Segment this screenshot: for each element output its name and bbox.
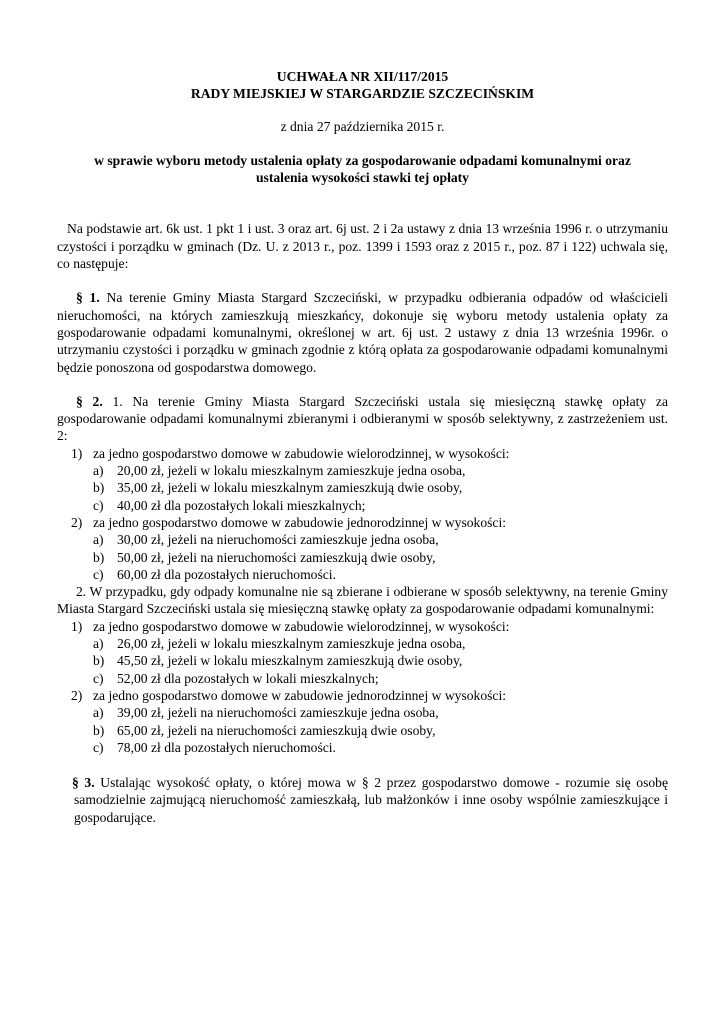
item-number: 1) — [71, 445, 83, 461]
item-letter: b) — [93, 722, 105, 738]
section-label: § 1. — [76, 290, 100, 306]
item-text: 52,00 zł dla pozostałych w lokali mieszkalnych; — [117, 670, 379, 686]
sub-list-item — [93, 652, 668, 669]
item-text: za jedno gospodarstwo domowe w zabudowie wielorodzinnej, w wysokości: — [93, 618, 510, 634]
list-item — [57, 687, 668, 756]
resolution-number: UCHWAŁA NR XII/117/2015 — [276, 69, 449, 84]
sub-list-item — [93, 635, 668, 652]
item-text: 50,00 zł, jeżeli na nieruchomości zamieszkują dwie osoby, — [117, 549, 436, 565]
item-text: 26,00 zł, jeżeli w lokalu mieszkalnym zamieszkuje jedna osoba, — [117, 636, 466, 652]
item-text: 35,00 zł, jeżeli w lokalu mieszkalnym zamieszkują dwie osoby, — [117, 480, 463, 496]
item-number: 2) — [71, 687, 83, 703]
paragraph-text: 1. Na terenie Gminy Miasta Stargard Szczeciński ustala się miesięczną stawkę opłaty za gospodarowanie odpadami komunalnymi zbieranymi i odbieranymi w sposób selektywny, z zastrzeżeniem ust. 2: — [57, 393, 668, 444]
item-text: 60,00 zł dla pozostałych nieruchomości. — [117, 566, 336, 582]
sub-list-item — [93, 479, 668, 496]
item-number: 1) — [71, 618, 83, 634]
item-letter: a) — [93, 705, 104, 721]
subject-line: w sprawie wyboru metody ustalenia opłaty za gospodarowanie odpadami komunalnymi oraz — [94, 152, 631, 168]
resolution-subject — [57, 152, 668, 187]
sub-list-item — [93, 670, 668, 687]
rate-list-non-selective — [57, 618, 668, 756]
preamble: Na podstawie art. 6k ust. 1 pkt 1 i ust. 3 oraz art. 6j ust. 2 i 2a ustawy z dnia 13 września 1996 r. o utrzymaniu czystości i porządku w gminach (Dz. U. z 2013 r., poz. 1399 i 1593 oraz z 2015 r., poz. 87 i 122) uchwala się, co następuje: — [57, 221, 668, 272]
council-name: RADY MIEJSKIEJ W STARGARDZIE SZCZECIŃSKIM — [190, 86, 535, 102]
list-item — [57, 445, 668, 514]
section-label: § 2. — [76, 393, 103, 409]
sub-list-item — [93, 566, 668, 583]
section-text: Na terenie Gminy Miasta Stargard Szczeciński, w przypadku odbierania odpadów od właścicieli nieruchomości, na których zamieszkują mieszkańcy, dokonuje się wyboru metody ustalenia opłaty za gospodarowanie odpadami komunalnymi, określonej w art. 6j ust. 2 ustawy z dnia 13 września 1996r. o utrzymaniu czystości i porządku w gminach zgodnie z którą opłata za gospodarowanie odpadami komunalnymi będzie ponoszona od gospodarstwa domowego. — [57, 290, 668, 375]
item-letter: c) — [93, 739, 104, 755]
item-letter: a) — [93, 532, 104, 548]
item-letter: c) — [93, 670, 104, 686]
list-item — [57, 514, 668, 583]
section-2 — [57, 393, 668, 756]
item-letter: c) — [93, 566, 104, 582]
subject-line: ustalenia wysokości stawki tej opłaty — [256, 170, 469, 186]
item-letter: b) — [93, 549, 105, 565]
sub-list-item — [93, 462, 668, 479]
item-letter: a) — [93, 463, 104, 479]
item-text: 78,00 zł dla pozostałych nieruchomości. — [117, 739, 336, 755]
item-letter: b) — [93, 480, 105, 496]
section-3 — [57, 774, 668, 826]
section-1 — [57, 289, 668, 375]
item-text: za jedno gospodarstwo domowe w zabudowie jednorodzinnej w wysokości: — [93, 514, 507, 530]
sub-list-item — [93, 739, 668, 756]
item-text: 45,50 zł, jeżeli w lokalu mieszkalnym zamieszkują dwie osoby, — [117, 653, 463, 669]
item-number: 2) — [71, 514, 83, 530]
sub-list-item — [93, 531, 668, 548]
item-text: za jedno gospodarstwo domowe w zabudowie jednorodzinnej w wysokości: — [93, 687, 507, 703]
sub-list — [93, 704, 668, 756]
item-text: 20,00 zł, jeżeli w lokalu mieszkalnym zamieszkuje jedna osoba, — [117, 463, 466, 479]
sub-list-item — [93, 549, 668, 566]
sub-list — [93, 462, 668, 514]
section-2-paragraph-1 — [57, 393, 668, 445]
item-text: 30,00 zł, jeżeli na nieruchomości zamieszkuje jedna osoba, — [117, 532, 439, 548]
item-text: 65,00 zł, jeżeli na nieruchomości zamieszkują dwie osoby, — [117, 722, 436, 738]
sub-list-item — [93, 704, 668, 721]
sub-list — [93, 635, 668, 687]
section-text: Ustalając wysokość opłaty, o której mowa w § 2 przez gospodarstwo domowe - rozumie się osobę samodzielnie zajmującą nieruchomość zamieszkałą, lub małżonków i inne osoby wspólnie zamieszkujące i gospodarujące. — [74, 775, 669, 825]
item-text: 40,00 zł dla pozostałych lokali mieszkalnych; — [117, 497, 366, 513]
item-text: za jedno gospodarstwo domowe w zabudowie wielorodzinnej, w wysokości: — [93, 445, 510, 461]
list-item — [57, 618, 668, 687]
item-letter: c) — [93, 497, 104, 513]
item-letter: a) — [93, 636, 104, 652]
resolution-date: z dnia 27 października 2015 r. — [280, 118, 445, 134]
sub-list-item — [93, 722, 668, 739]
sub-list-item — [93, 497, 668, 514]
sub-list — [93, 531, 668, 583]
section-2-paragraph-2: 2. W przypadku, gdy odpady komunalne nie są zbierane i odbierane w sposób selektywny, na terenie Gminy Miasta Stargard Szczeciński ustala się miesięczną stawkę opłaty za gospodarowanie odpadami komunalnymi: — [57, 584, 668, 617]
item-letter: b) — [93, 653, 105, 669]
item-text: 39,00 zł, jeżeli na nieruchomości zamieszkuje jedna osoba, — [117, 705, 439, 721]
rate-list-selective — [57, 445, 668, 583]
section-label: § 3. — [72, 775, 95, 791]
